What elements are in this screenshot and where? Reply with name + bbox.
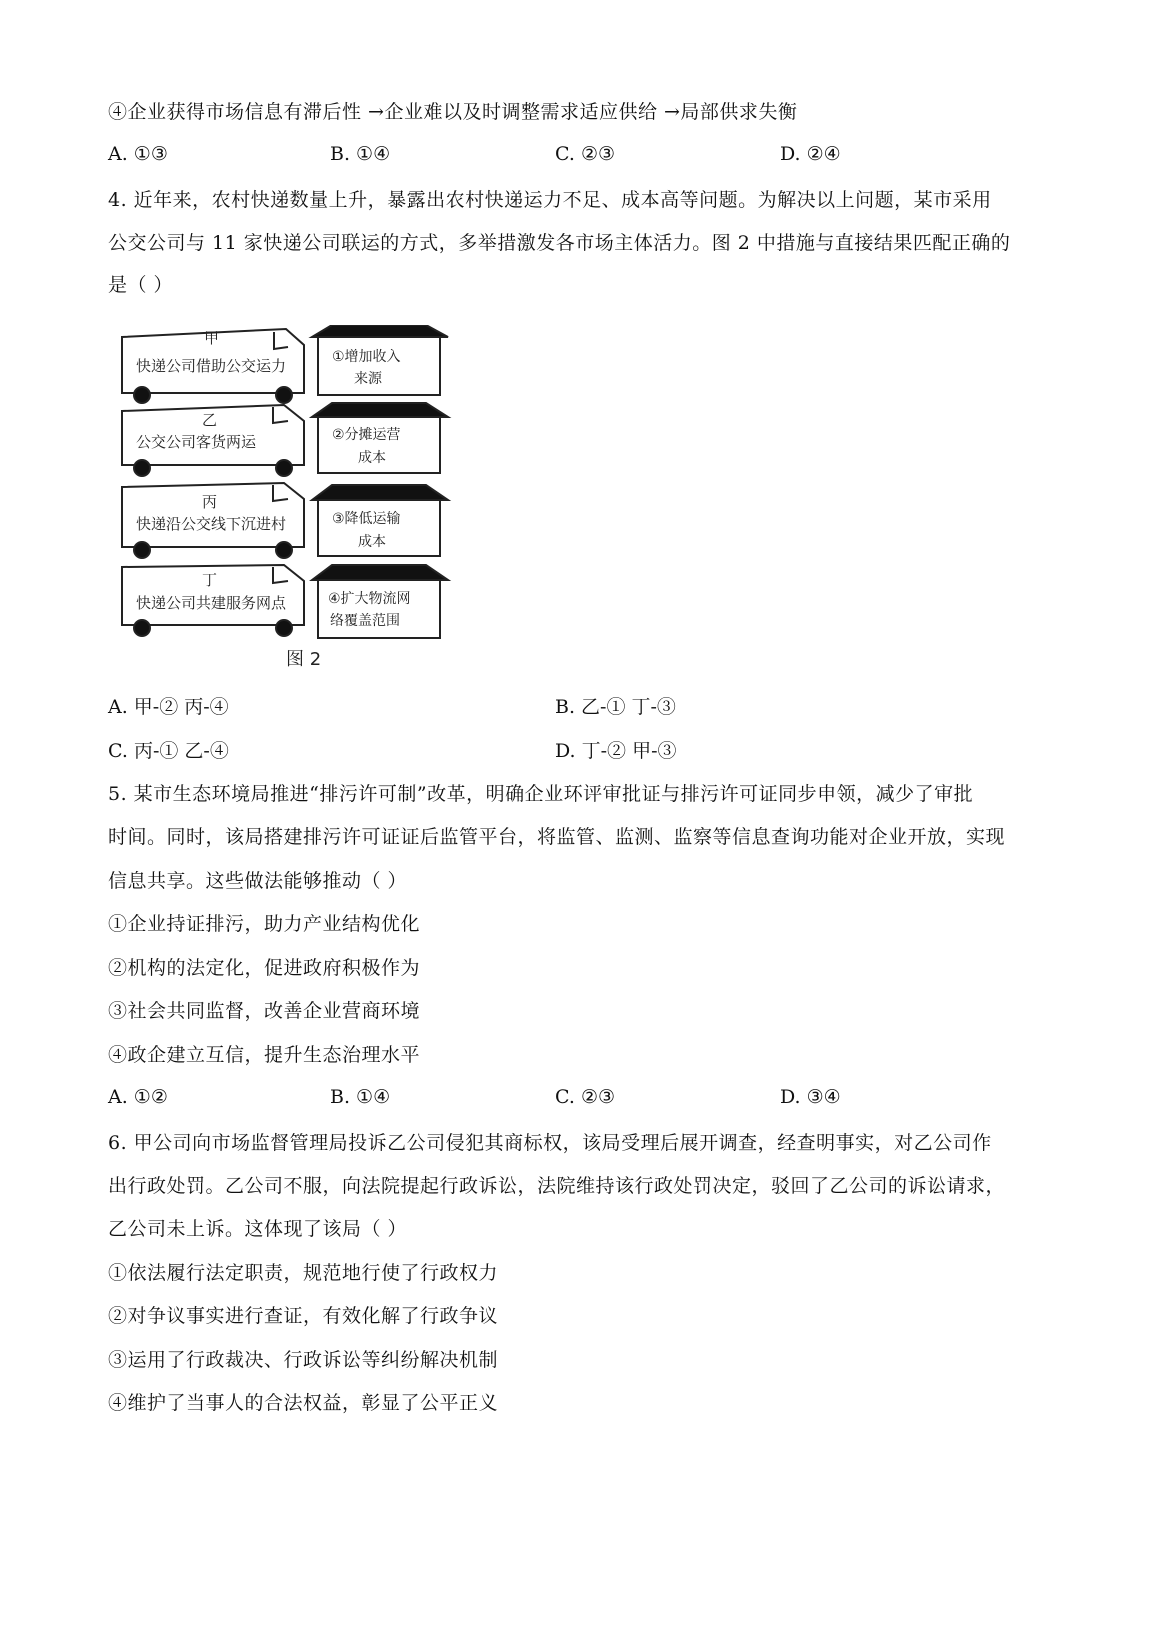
truck-3-tag: 丙: [202, 493, 218, 511]
q5-option-d[interactable]: D. ③④: [780, 1086, 841, 1108]
q6-item-4: ④维护了当事人的合法权益，彰显了公平正义: [108, 1392, 499, 1414]
house-2-line-1: ②分摊运营: [332, 427, 401, 443]
q4-option-a[interactable]: A. 甲-② 丙-④: [108, 696, 229, 718]
figure-caption: 图 2: [286, 649, 322, 670]
house-2-line-2: 成本: [358, 450, 386, 466]
q6-stem-line-3: 乙公司未上诉。这体现了该局（ ）: [108, 1218, 408, 1240]
q6-item-3: ③运用了行政裁决、行政诉讼等纠纷解决机制: [108, 1349, 499, 1371]
q3-option-a[interactable]: A. ①③: [108, 143, 168, 165]
house-1-line-2: 来源: [354, 371, 382, 387]
q5-option-c[interactable]: C. ②③: [555, 1086, 616, 1108]
truck-1-tag: 甲: [204, 329, 220, 347]
q3-option-c[interactable]: C. ②③: [555, 143, 616, 165]
q5-item-1: ①企业持证排污，助力产业结构优化: [108, 913, 421, 935]
truck-2-text: 公交公司客货两运: [136, 433, 257, 451]
house-4-line-2: 络覆盖范围: [330, 613, 400, 629]
q6-stem-line-2: 出行政处罚。乙公司不服，向法院提起行政诉讼，法院维持该行政处罚决定，驳回了乙公司的诉讼请求，: [108, 1175, 1006, 1197]
q5-stem-line-3: 信息共享。这些做法能够推动（ ）: [108, 870, 408, 892]
q5-item-2: ②机构的法定化，促进政府积极作为: [108, 957, 421, 979]
q3-item-4: ④企业获得市场信息有滞后性 →企业难以及时调整需求适应供给 →局部供求失衡: [108, 101, 798, 123]
q3-option-d[interactable]: D. ②④: [780, 143, 841, 165]
q4-option-b[interactable]: B. 乙-① 丁-③: [555, 696, 676, 718]
truck-1-text: 快递公司借助公交运力: [136, 357, 287, 375]
q5-item-3: ③社会共同监督，改善企业营商环境: [108, 1000, 421, 1022]
house-3-line-1: ③降低运输: [332, 511, 401, 527]
truck-2-tag: 乙: [202, 411, 218, 429]
q4-option-c[interactable]: C. 丙-① 乙-④: [108, 740, 229, 762]
q6-item-1: ①依法履行法定职责，规范地行使了行政权力: [108, 1262, 499, 1284]
house-4-line-1: ④扩大物流网: [328, 591, 411, 607]
truck-3-text: 快递沿公交线下沉进村: [136, 515, 287, 533]
house-1-line-1: ①增加收入: [332, 349, 401, 365]
q5-stem-line-1: 5. 某市生态环境局推进“排污许可制”改革，明确企业环评审批证与排污许可证同步申领，减少了审批: [108, 783, 974, 805]
q6-stem-line-1: 6. 甲公司向市场监督管理局投诉乙公司侵犯其商标权，该局受理后展开调查，经查明事实，对乙公司作: [108, 1132, 992, 1154]
truck-4-text: 快递公司共建服务网点: [136, 594, 287, 612]
q5-item-4: ④政企建立互信，提升生态治理水平: [108, 1044, 421, 1066]
truck-4-tag: 丁: [202, 571, 218, 589]
q5-option-a[interactable]: A. ①②: [108, 1086, 168, 1108]
q6-item-2: ②对争议事实进行查证，有效化解了行政争议: [108, 1305, 499, 1327]
q5-stem-line-2: 时间。同时，该局搭建排污许可证证后监管平台，将监管、监测、监察等信息查询功能对企业开放，实现: [108, 826, 1006, 848]
q4-stem-line-3: 是（ ）: [108, 274, 174, 296]
q5-option-b[interactable]: B. ①④: [330, 1086, 391, 1108]
q4-stem-line-1: 4. 近年来，农村快递数量上升，暴露出农村快递运力不足、成本高等问题。为解决以上问题，某市采用: [108, 189, 992, 211]
q4-stem-line-2: 公交公司与 11 家快递公司联运的方式，多举措激发各市场主体活力。图 2 中措施与直接结果匹配正确的: [108, 232, 1011, 254]
house-3-line-2: 成本: [358, 534, 386, 550]
q3-option-b[interactable]: B. ①④: [330, 143, 391, 165]
q4-option-d[interactable]: D. 丁-② 甲-③: [555, 740, 677, 762]
figure-2: [118, 325, 478, 705]
